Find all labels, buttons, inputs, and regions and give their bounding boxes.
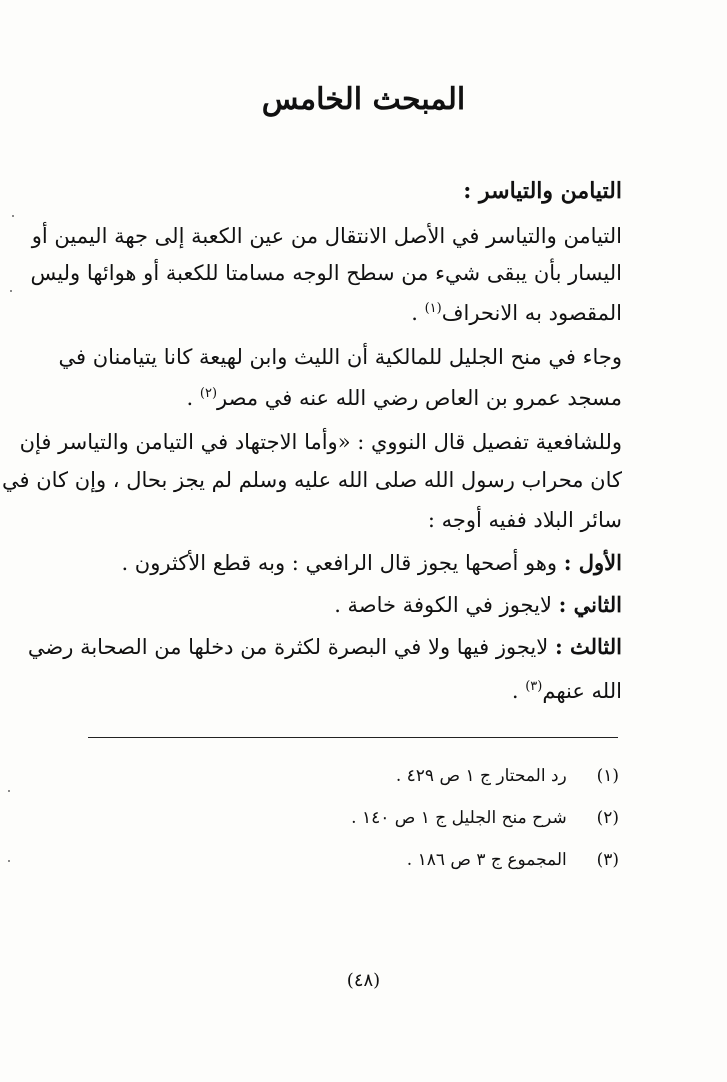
footnote-divider <box>88 737 618 738</box>
section-title: التيامن والتياسر : <box>463 178 622 204</box>
scan-speck <box>12 215 14 217</box>
item-third-line-2-text: الله عنهم <box>542 679 622 703</box>
item-second <box>334 594 622 616</box>
footnote-2 <box>351 810 619 827</box>
paragraph-1-end: . <box>411 301 425 325</box>
scan-speck <box>8 860 10 862</box>
scan-speck <box>8 790 10 792</box>
paragraph-3-line-2: كان محراب رسول الله صلى الله عليه وسلم لم يجز بحال ، وإن كان في <box>2 468 622 492</box>
paragraph-2-line-2-text: مسجد عمرو بن العاص رضي الله عنه في مصر <box>217 386 622 410</box>
item-first-text: وهو أصحها يجوز قال الرافعي : وبه قطع الأكثرون . <box>121 551 564 575</box>
item-third-text: لايجوز فيها ولا في البصرة لكثرة من دخلها من الصحابة رضي <box>27 635 555 659</box>
footnote-1 <box>396 768 619 785</box>
paragraph-2-line-2 <box>187 387 622 409</box>
paragraph-1-line-3-text: المقصود به الانحراف <box>441 301 622 325</box>
footnote-ref-2: (٢) <box>199 386 218 401</box>
item-third-line-2 <box>512 680 622 702</box>
item-third <box>28 636 622 658</box>
item-first-label: الأول : <box>563 550 622 575</box>
item-second-text: لايجوز في الكوفة خاصة . <box>334 593 559 617</box>
footnote-3 <box>407 852 619 869</box>
item-second-label: الثاني : <box>558 592 622 617</box>
page-heading: المبحث الخامس <box>261 82 466 117</box>
paragraph-2-end: . <box>186 386 200 410</box>
footnote-2-number: (٢) <box>596 808 619 828</box>
paragraph-2-line-1: وجاء في منح الجليل للمالكية أن الليث وابن لهيعة كانا يتيامنان في <box>58 345 622 369</box>
footnote-3-number: (٣) <box>596 850 619 870</box>
scan-speck <box>10 290 12 292</box>
item-third-label: الثالث : <box>554 634 622 659</box>
footnote-3-text: المجموع ج ٣ ص ١٨٦ . <box>406 850 567 870</box>
paragraph-3-line-3: سائر البلاد ففيه أوجه : <box>427 508 622 532</box>
footnote-1-text: رد المحتار ج ١ ص ٤٢٩ . <box>395 766 567 786</box>
footnote-ref-3: (٣) <box>525 679 543 694</box>
footnote-1-number: (١) <box>596 766 619 786</box>
page-number: (٤٨) <box>346 970 381 991</box>
item-third-end: . <box>511 679 526 703</box>
footnote-2-text: شرح منح الجليل ج ١ ص ١٤٠ . <box>351 808 567 828</box>
paragraph-1-line-1: التيامن والتياسر في الأصل الانتقال من عين الكعبة إلى جهة اليمين أو <box>31 224 622 248</box>
footnote-ref-1: (١) <box>424 301 442 316</box>
paragraph-3-line-1: وللشافعية تفصيل قال النووي : «وأما الاجتهاد في التيامن والتياسر فإن <box>19 430 622 454</box>
paragraph-1-line-2: اليسار بأن يبقى شيء من سطح الوجه مسامتا للكعبة أو هوائها وليس <box>30 261 622 285</box>
item-first <box>121 552 622 574</box>
paragraph-1-line-3 <box>411 302 622 324</box>
